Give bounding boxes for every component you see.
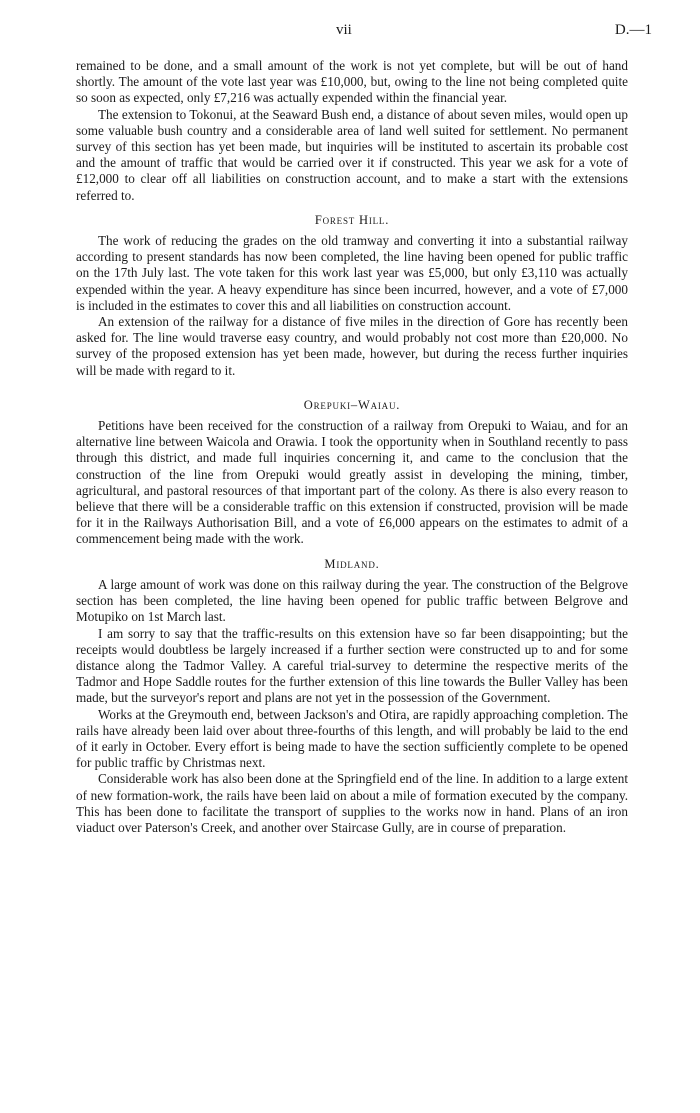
paragraph: An extension of the railway for a distance of five miles in the direction of Gore has recently been asked for. The line would traverse easy country, and would probably not cost more than £20,000. No survey of the proposed extension has yet been made, however, but during the recess further inquiries will be made with regard to it. xyxy=(76,314,628,378)
document-body xyxy=(76,58,628,836)
paragraph: I am sorry to say that the traffic-results on this extension have so far been disappointing; but the receipts would doubtless be largely increased if a further section were constructed up to and for some distance along the Tadmor Valley. A careful trial-survey to determine the respective merits of the Tadmor and Hope Saddle routes for the further extension of this line towards the Buller Valley has been made, but the surveyor's report and plans are not yet in the possession of the Government. xyxy=(76,625,628,706)
paragraph: The work of reducing the grades on the old tramway and converting it into a substantial railway according to present standards has now been completed, the line having been opened for public traffic on the 17th July last. The vote taken for this work last year was £5,000, but only £3,110 was actually expended within the year. A heavy expenditure has since been incurred, however, and a vote of £7,000 is included in the estimates to cover this and all liabilities on construction account. xyxy=(76,233,628,313)
section-heading-orepuki-waiau: Orepuki–Waiau. xyxy=(303,397,401,412)
page-number: vii xyxy=(336,22,352,38)
document-reference: D.—1 xyxy=(614,22,652,38)
paragraph: A large amount of work was done on this railway during the year. The construction of the Belgrove section has been completed, the line having been opened for public traffic between Belgrove and Motupiko on 1st March last. xyxy=(76,576,628,625)
paragraph: Works at the Greymouth end, between Jackson's and Otira, are rapidly approaching completion. The rails have already been laid over about three-fourths of this length, and will probably be laid to the end of it early in October. Every effort is being made to have the section sufficiently complete to be opened for public traffic by Christmas next. xyxy=(76,706,628,771)
paragraph: remained to be done, and a small amount of the work is not yet complete, but will be out of hand shortly. The amount of the vote last year was £10,000, but, owing to the line not being completed quite so soon as expected, only £7,216 was actually expended within the financial year. xyxy=(76,58,628,106)
section-heading-forest-hill: Forest Hill. xyxy=(314,212,390,227)
section-heading-midland: Midland. xyxy=(324,556,380,571)
page-header xyxy=(0,22,700,44)
paragraph: The extension to Tokonui, at the Seaward Bush end, a distance of about seven miles, would open up some valuable bush country and a considerable area of land well suited for settlement. No permanent survey of this section has yet been made, but inquiries will be instituted to ascertain its probable cost and the amount of traffic that would be carried over it if constructed. This year we ask for a vote of £12,000 to clear off all liabilities on construction account, and to make a start with the extensions referred to. xyxy=(76,106,628,203)
paragraph: Considerable work has also been done at the Springfield end of the line. In addition to a large extent of new formation-work, the rails have been laid on about a mile of formation executed by the company. This has been done to facilitate the transport of supplies to the works now in hand. Plans of an iron viaduct over Paterson's Creek, and another over Staircase Gully, are in course of preparation. xyxy=(76,771,628,835)
paragraph: Petitions have been received for the construction of a railway from Orepuki to Waiau, and for an alternative line between Waicola and Orawia. I took the opportunity when in Southland recently to pass through this district, and made full inquiries concerning it, and came to the conclusion that the construction of the line from Orepuki would greatly assist in developing the mining, timber, agricultural, and pastoral resources of that important part of the colony. As there is also every reason to believe that there will be a considerable traffic on this extension if constructed, provision will be made for it in the Railways Authorisation Bill, and a vote of £6,000 appears on the estimates to admit of a commencement being made with the work. xyxy=(76,418,628,547)
